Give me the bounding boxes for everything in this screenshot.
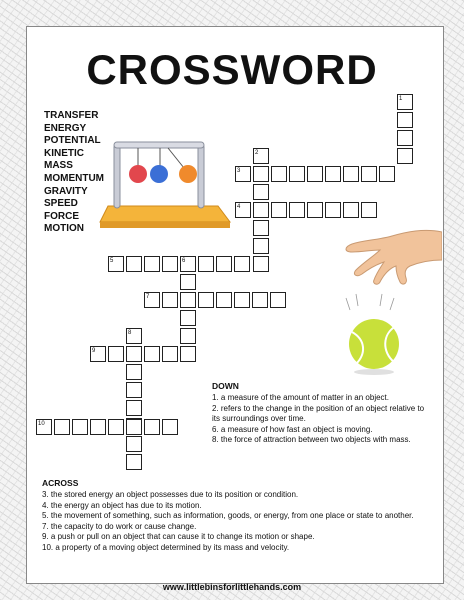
- crossword-cell[interactable]: [180, 274, 196, 290]
- down-clue: 6. a measure of how fast an object is moving.: [212, 424, 373, 434]
- crossword-cell[interactable]: [253, 166, 269, 182]
- crossword-cell[interactable]: [252, 292, 268, 308]
- page-title: CROSSWORD: [86, 46, 378, 93]
- clue-number: 1: [399, 96, 403, 102]
- crossword-cell[interactable]: [234, 256, 250, 272]
- down-clue: 8. the force of attraction between two objects with mass.: [212, 435, 411, 444]
- crossword-cell[interactable]: [325, 202, 341, 218]
- across-heading: ACROSS: [42, 478, 79, 488]
- word-bank-item: MOTION: [44, 223, 84, 235]
- crossword-cell[interactable]: [126, 400, 142, 416]
- crossword-cell[interactable]: [126, 454, 142, 470]
- clue-number: 6: [182, 258, 186, 264]
- crossword-cell[interactable]: [253, 220, 269, 236]
- crossword-cell[interactable]: [162, 419, 178, 435]
- crossword-cell[interactable]: [162, 256, 178, 272]
- crossword-cell[interactable]: [270, 292, 286, 308]
- crossword-cell[interactable]: [271, 202, 287, 218]
- crossword-cell[interactable]: [90, 419, 106, 435]
- crossword-cell[interactable]: [216, 256, 232, 272]
- crossword-cell[interactable]: [289, 166, 305, 182]
- word-bank-item: KINETIC: [44, 147, 84, 159]
- crossword-cell[interactable]: [180, 328, 196, 344]
- crossword-cell[interactable]: [253, 256, 269, 272]
- crossword-cell[interactable]: [126, 346, 142, 362]
- crossword-cell[interactable]: [216, 292, 232, 308]
- crossword-cell[interactable]: [379, 166, 395, 182]
- crossword-cell[interactable]: [198, 292, 214, 308]
- crossword-cell[interactable]: [162, 292, 178, 308]
- crossword-cell[interactable]: [144, 346, 160, 362]
- across-clue: 7. the capacity to do work or cause change.: [42, 521, 197, 531]
- crossword-cell[interactable]: [180, 310, 196, 326]
- crossword-cell[interactable]: [289, 202, 305, 218]
- word-bank-item: SPEED: [44, 198, 78, 210]
- crossword-cell[interactable]: [361, 202, 377, 218]
- crossword-cell[interactable]: [126, 419, 142, 435]
- word-bank-item: MOMENTUM: [44, 172, 104, 184]
- crossword-cell[interactable]: [307, 202, 323, 218]
- crossword-cell[interactable]: [397, 130, 413, 146]
- crossword-cell[interactable]: [198, 256, 214, 272]
- down-clues: [212, 381, 432, 446]
- crossword-cell[interactable]: [180, 346, 196, 362]
- footer-url: www.littlebinsforlittlehands.com: [162, 582, 302, 592]
- crossword-cell[interactable]: [162, 346, 178, 362]
- word-bank-item: POTENTIAL: [44, 135, 101, 147]
- crossword-cell[interactable]: [361, 166, 377, 182]
- crossword-cell[interactable]: [253, 202, 269, 218]
- word-bank-item: MASS: [44, 160, 73, 172]
- crossword-cell[interactable]: [343, 202, 359, 218]
- across-clues: [42, 478, 422, 553]
- crossword-cell[interactable]: [180, 292, 196, 308]
- crossword-cell[interactable]: [108, 419, 124, 435]
- crossword-cell[interactable]: [234, 292, 250, 308]
- clue-number: 5: [110, 258, 114, 264]
- crossword-cell[interactable]: [108, 346, 124, 362]
- word-bank-item: GRAVITY: [44, 185, 88, 197]
- crossword-cell[interactable]: [253, 238, 269, 254]
- crossword-cell[interactable]: [397, 112, 413, 128]
- word-bank-item: ENERGY: [44, 122, 87, 134]
- word-bank-item: FORCE: [44, 210, 79, 222]
- crossword-cell[interactable]: [307, 166, 323, 182]
- crossword-cell[interactable]: [144, 256, 160, 272]
- crossword-cell[interactable]: [126, 256, 142, 272]
- crossword-cell[interactable]: [397, 148, 413, 164]
- crossword-cell[interactable]: [126, 436, 142, 452]
- clue-number: 3: [237, 168, 241, 174]
- crossword-cell[interactable]: [343, 166, 359, 182]
- crossword-cell[interactable]: [126, 382, 142, 398]
- crossword-cell[interactable]: [54, 419, 70, 435]
- crossword-cell[interactable]: [144, 419, 160, 435]
- crossword-cell[interactable]: [253, 184, 269, 200]
- clue-number: 4: [237, 204, 241, 210]
- down-heading: DOWN: [212, 381, 239, 391]
- crossword-cell[interactable]: [325, 166, 341, 182]
- crossword-cell[interactable]: [271, 166, 287, 182]
- clue-number: 7: [146, 294, 150, 300]
- clue-number: 8: [128, 330, 132, 336]
- down-clue: 2. refers to the change in the position of an object relative to its surroundings over time.: [212, 403, 425, 423]
- across-clue: 3. the stored energy an object possesses due to its position or condition.: [42, 490, 299, 499]
- clue-number: 9: [92, 348, 96, 354]
- down-clue: 1. a measure of the amount of matter in an object.: [212, 393, 389, 402]
- across-clue: 9. a push or pull on an object that can cause it to change its motion or shape.: [42, 532, 315, 541]
- across-clue: 10. a property of a moving object determined by its mass and velocity.: [42, 542, 290, 552]
- across-clue: 5. the movement of something, such as information, goods, or energy, from one place or state to another.: [42, 511, 414, 520]
- crossword-cell[interactable]: [72, 419, 88, 435]
- across-clue: 4. the energy an object has due to its motion.: [42, 500, 202, 510]
- clue-number: 10: [38, 421, 45, 427]
- crossword-cell[interactable]: [126, 364, 142, 380]
- clue-number: 2: [255, 150, 259, 156]
- word-bank-item: TRANSFER: [44, 110, 99, 121]
